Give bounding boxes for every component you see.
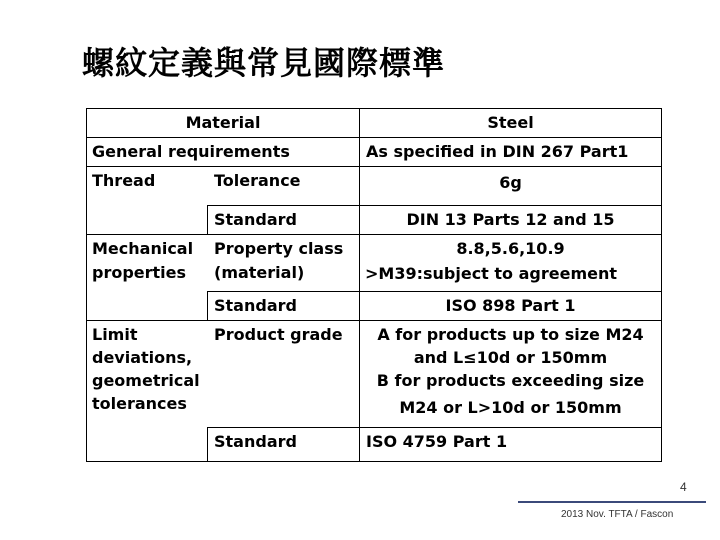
page-number: 4: [680, 480, 687, 494]
general-requirements-label: General requirements: [92, 142, 290, 161]
column-divider: [207, 205, 208, 234]
property-class-value: >M39:subject to agreement: [365, 264, 618, 283]
product-grade-value: M24 or L>10d or 150mm: [399, 398, 622, 417]
footer-divider: [518, 501, 706, 503]
standard-label: Standard: [214, 296, 297, 315]
property-class-label: Property class: [214, 239, 344, 258]
tolerance-label: Tolerance: [214, 171, 301, 190]
product-grade-label: Product grade: [214, 325, 343, 344]
standard-value: ISO 898 Part 1: [445, 296, 576, 315]
limit-deviations-label: geometrical: [92, 371, 200, 390]
thread-label: Thread: [92, 171, 156, 190]
standard-label: Standard: [214, 432, 297, 451]
slide-title: 螺紋定義與常見國際標準: [82, 44, 446, 82]
row-divider: [87, 137, 661, 138]
product-grade-value: A for products up to size M24: [377, 325, 644, 344]
property-class-label: (material): [214, 263, 305, 282]
column-divider: [207, 291, 208, 320]
thread-standards-table: [86, 108, 662, 462]
limit-deviations-label: Limit: [92, 325, 138, 344]
product-grade-value: B for products exceeding size: [376, 371, 645, 390]
tolerance-value: 6g: [499, 173, 522, 192]
product-grade-value: and L≤10d or 150mm: [413, 348, 608, 367]
property-class-value: 8.8,5.6,10.9: [456, 239, 565, 258]
row-divider: [87, 234, 661, 235]
column-divider: [207, 427, 208, 461]
row-divider: [207, 427, 661, 428]
standard-value: ISO 4759 Part 1: [366, 432, 508, 451]
mechanical-label: properties: [92, 263, 187, 282]
mechanical-label: Mechanical: [92, 239, 194, 258]
limit-deviations-label: tolerances: [92, 394, 187, 413]
limit-deviations-label: deviations,: [92, 348, 193, 367]
row-divider: [87, 166, 661, 167]
row-divider: [207, 291, 661, 292]
standard-label: Standard: [214, 210, 297, 229]
row-divider: [87, 320, 661, 321]
row-divider: [207, 205, 661, 206]
header-material: Material: [185, 113, 261, 132]
general-requirements-value: As specified in DIN 267 Part1: [366, 142, 629, 161]
standard-value: DIN 13 Parts 12 and 15: [406, 210, 615, 229]
footer-text: 2013 Nov. TFTA / Fascon: [561, 509, 674, 520]
header-steel: Steel: [487, 113, 534, 132]
